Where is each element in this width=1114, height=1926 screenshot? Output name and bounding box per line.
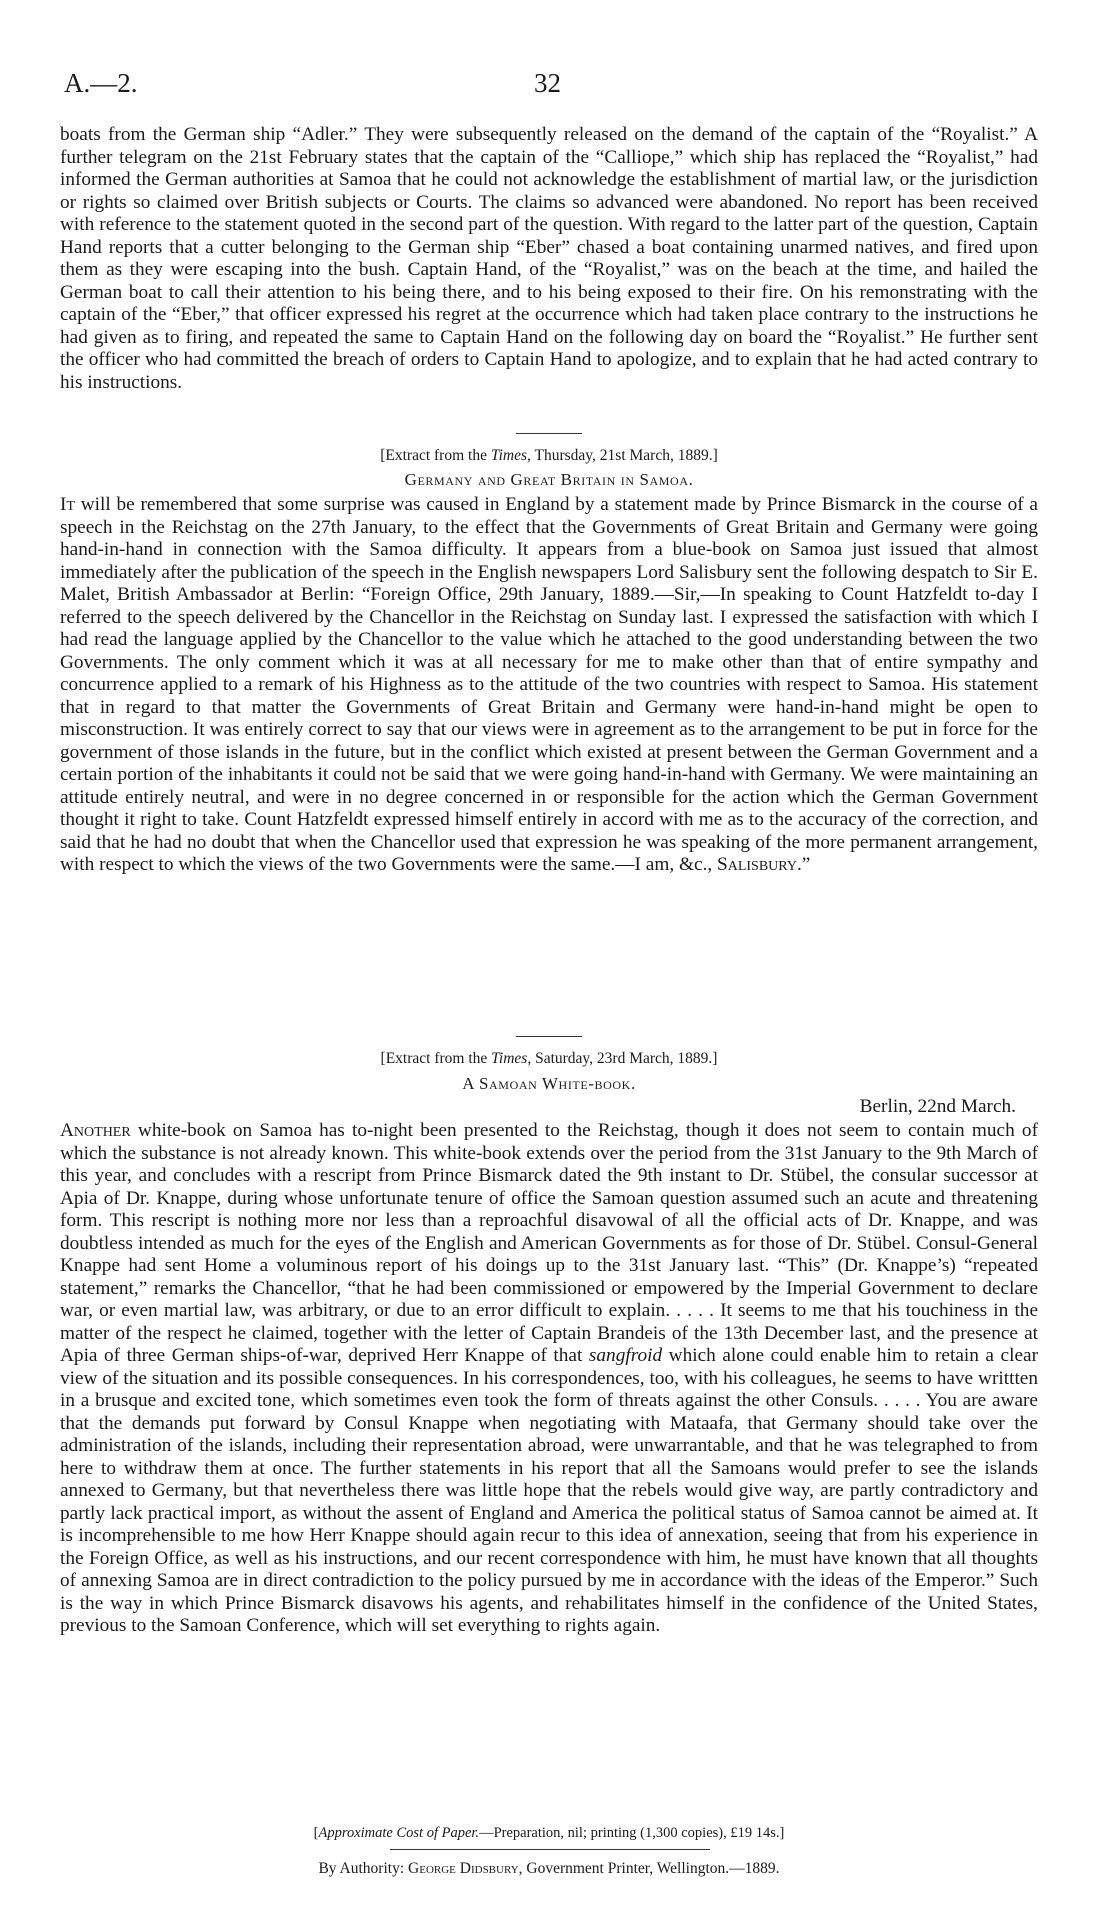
cost-label: Approximate Cost of Paper.: [318, 1825, 480, 1841]
page-number: 32: [534, 68, 561, 98]
extract-source-line: [Extract from the Times, Thursday, 21st March, 1889.]: [380, 447, 718, 464]
printer-imprint: By Authority: George Didsbury, Government Printer, Wellington.—1889.: [318, 1860, 780, 1877]
italic-phrase: sangfroid: [588, 1345, 663, 1366]
section-divider: [516, 1036, 582, 1037]
extract-source-line: [Extract from the Times, Saturday, 23rd March, 1889.]: [380, 1050, 718, 1067]
newspaper-name: Times: [490, 447, 528, 464]
article-paragraph: Another white-book on Samoa has to-night been presented to the Reichstag, though it does not seem to contain much of which the substance is not already known. This white-book extends over the period from the 31st January to the 9th March of this year, and concludes with a rescript from Prince Bismarck dated the 9th instant to Dr. Stübel, the consular successor at Apia of Dr. Knappe, during whose unfortunate tenure of office the Samoan question assumed such an acute and threatening form. This rescript is nothing more nor less than a reproachful disavowal of all the official acts of Dr. Knappe, and was doubtless intended as much for the eyes of the English and American Governments as for those of Dr. Stübel. Consul-General Knappe had sent Home a voluminous report of his doings up to the 31st January last. “This” (Dr. Knappe’s) “repeated statement,” remarks the Chancellor, “that he had been commissioned or empowered by the Imperial Government to declare war, or even martial law, was arbitrary, or due to an error difficult to explain. . . . . It seems to me that his touchiness in the matter of the respect he claimed, together with the letter of Captain Brandeis of the 13th December last, and the presence at Apia of three German ships-of-war, deprived Herr Knappe of that sangfroid which alone could enable him to retain a clear view of the situation and its possible consequences. In his correspondences, too, with his colleagues, he seems to have writtten in a brusque and excited tone, which sometimes even took the form of threats against the other Consuls. . . . . You are aware that the demands put forward by Consul Knappe when negotiating with Mataafa, that Germany should take over the administration of the islands, including their representation abroad, were unwarrantable, and that he was telegraphed to from here to withdraw them at once. The further statements in his report that all the Samoans would prefer to see the islands annexed to Germany, but that nevertheless there was little hope that the rebels would give way, are partly contradictory and partly lack practical import, as without the assent of England and America the political status of Samoa cannot be aimed at. It is incomprehensible to me how Herr Knappe should again recur to this idea of annexation, seeing that from his experience in the Foreign Office, as well as his instructions, and our recent correspondence with him, he must have known that all thoughts of annexing Samoa are in direct contradiction to the policy pursued by me in accordance with the ideas of the Emperor.” Such is the way in which Prince Bismarck disavows his agents, and rehabilitates himself in the confidence of the United States, previous to the Samoan Conference, which will set everything to rights again.: [60, 1120, 1038, 1636]
footer-divider: [390, 1849, 710, 1850]
document-reference: A.—2.: [64, 68, 138, 98]
lead-word: It: [60, 494, 75, 515]
cost-note: [Approximate Cost of Paper.—Preparation, nil; printing (1,300 copies), £19 14s.]: [313, 1825, 785, 1841]
continuation-paragraph: boats from the German ship “Adler.” They were subsequently released on the demand of the captain of the “Royalist.” A further telegram on the 21st February states that the captain of the “Calliope,” which ship has replaced the “Royalist,” had informed the German authorities at Samoa that he could not acknowledge the establishment of martial law, or the jurisdiction or rights so claimed over British subjects or Courts. The claims so advanced were abandoned. No report has been received with reference to the statement quoted in the second part of the question. With regard to the latter part of the question, Captain Hand reports that a cutter belonging to the German ship “Eber” chased a boat containing unarmed natives, and fired upon them as they were escaping into the bush. Captain Hand, of the “Royalist,” was on the beach at the time, and hailed the German boat to call their attention to his being there, and to his being exposed to their fire. On his remonstrating with the captain of the “Eber,” that officer expressed his regret at the occurrence which had taken place contrary to the instructions he had given as to firing, and repeated the same to Captain Hand on the following day on board the “Royalist.” He further sent the officer who had committed the breach of orders to Captain Hand to apologize, and to explain that he had acted contrary to his instructions.: [60, 124, 1038, 393]
page-header: [60, 68, 1038, 108]
lead-word: Another: [60, 1120, 131, 1141]
article-heading: A Samoan White-book.: [462, 1074, 636, 1093]
article-paragraph: It will be remembered that some surprise was caused in England by a statement made by Prince Bismarck in the course of a speech in the Reichstag on the 27th January, to the effect that the Governments of Great Britain and Germany were going hand-in-hand in connection with the Samoa difficulty. It appears from a blue-book on Samoa just issued that almost immediately after the publication of the speech in the English newspapers Lord Salisbury sent the following despatch to Sir E. Malet, British Ambassador at Berlin: “Foreign Office, 29th January, 1889.—Sir,—In speaking to Count Hatzfeldt to-day I referred to the speech delivered by the Chancellor in the Reichstag on Sunday last. I expressed the satisfaction with which I had read the language applied by the Chancellor to the value which he attached to the good understanding between the two Governments. The only comment which it was at all necessary for me to make other than that of entire sympathy and concurrence applied to a remark of his Highness as to the attitude of the two countries with respect to Samoa. His statement that in regard to that matter the Governments of Great Britain and Germany were hand-in-hand might be open to misconstruction. It was entirely correct to say that our views were in agreement as to the arrangement to be put in force for the government of those islands in the future, but in the conflict which existed at present between the German Government and a certain portion of the inhabitants it could not be said that we were going hand-in-hand with Germany. We were maintaining an attitude entirely neutral, and were in no degree concerned in or responsible for the action which the German Government thought it right to take. Count Hatzfeldt expressed himself entirely in accord with me as to the accuracy of the correction, and said that he had no doubt that when the Chancellor used that expression he was speaking of the more permanent arrangement, with respect to which the views of the two Governments were the same.—I am, &c., Salisbury.”: [60, 494, 1038, 875]
dateline: Berlin, 22nd March.: [859, 1096, 1016, 1117]
document-page: [60, 0, 1038, 1926]
printer-name: George Didsbury: [408, 1860, 519, 1877]
newspaper-name: Times: [491, 1050, 528, 1067]
section-divider: [516, 433, 582, 434]
signature: Salisbury: [716, 854, 797, 875]
article-heading: Germany and Great Britain in Samoa.: [404, 470, 694, 489]
